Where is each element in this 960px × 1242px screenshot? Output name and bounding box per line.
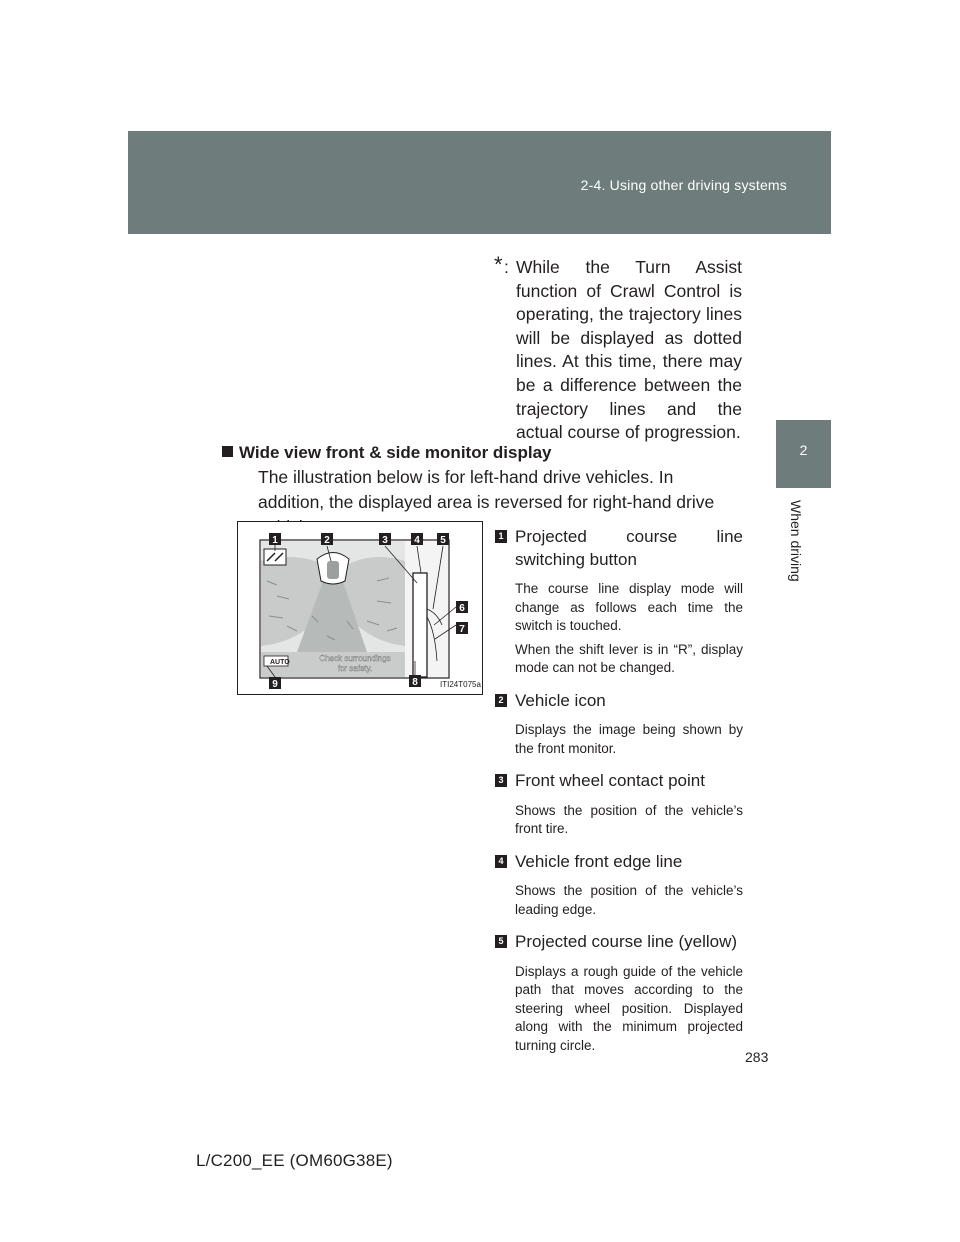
header-band: [128, 131, 831, 234]
section-heading: Wide view front & side monitor display: [239, 443, 552, 462]
chapter-tab: [776, 420, 831, 488]
callout-9: 9: [272, 679, 278, 690]
item-title: Vehicle icon: [515, 690, 606, 710]
item-description: [515, 963, 743, 1056]
item-title: Vehicle front edge line: [515, 851, 683, 871]
callout-8: 8: [412, 677, 418, 688]
item-paragraph: Shows the position of the vehicle’s leading edge.: [515, 883, 743, 917]
item-paragraph: Shows the position of the vehicle’s front tire.: [515, 802, 743, 836]
list-item: [495, 770, 743, 839]
list-item: [495, 526, 743, 678]
chapter-number: 2: [799, 442, 808, 458]
item-description: [515, 882, 743, 919]
item-number: 1: [495, 530, 507, 543]
vehicle-icon-car: [327, 561, 339, 579]
screen-message-line2: for safety.: [337, 664, 373, 673]
section-title: 2-4. Using other driving systems: [580, 177, 787, 193]
item-description: [515, 721, 743, 758]
document-code: L/C200_EE (OM60G38E): [196, 1151, 393, 1170]
list-item: [495, 851, 743, 920]
item-number: 5: [495, 935, 507, 948]
course-line-switch-button: [264, 549, 286, 565]
callout-2: 2: [324, 535, 330, 546]
item-paragraph: When the shift lever is in “R”, display mode can not be changed.: [515, 641, 743, 675]
item-title: Front wheel contact point: [515, 771, 705, 790]
chapter-label-wrap: [786, 500, 806, 620]
item-description: [515, 580, 743, 678]
callout-4: 4: [414, 535, 420, 546]
list-item: [495, 690, 743, 759]
item-paragraph: Displays a rough guide of the vehicle path that moves according to the steering wheel position. Displayed along with the minimum projected turning circle.: [515, 963, 743, 1053]
item-title: Projected course line (yellow): [515, 932, 738, 951]
callout-3: 3: [382, 535, 388, 546]
item-title: Projected course line switching button: [515, 527, 743, 569]
item-description: [515, 802, 743, 839]
footnote-colon: :: [504, 257, 509, 277]
callout-1: 1: [272, 535, 278, 546]
section-bullet-icon: [222, 446, 233, 457]
chapter-label: When driving: [788, 500, 804, 582]
item-paragraph: The course line display mode will change as follows each time the switch is touched.: [515, 581, 743, 633]
image-code: ITI24T075a: [440, 680, 481, 689]
callout-7: 7: [459, 624, 465, 635]
callout-5: 5: [440, 535, 446, 546]
callout-descriptions: [495, 526, 743, 1067]
page-number: 283: [745, 1049, 769, 1065]
footnote-marker: *: [494, 252, 503, 277]
item-paragraph: Displays the image being shown by the front monitor.: [515, 722, 743, 756]
item-number: 3: [495, 774, 507, 787]
list-item: [495, 931, 743, 1055]
footnote: [494, 252, 742, 445]
item-number: 2: [495, 694, 507, 707]
monitor-illustration: [237, 521, 483, 695]
auto-button-label: AUTO: [270, 659, 290, 666]
item-number: 4: [495, 855, 507, 868]
footnote-text: While the Turn Assist function of Crawl Control is operating, the trajectory lines will be displayed as dotted lines. At this time, there may be a difference between the trajectory lines and the actual course of progression.: [516, 257, 742, 443]
callout-6: 6: [459, 603, 465, 614]
section-intro: The illustration below is for left-hand drive vehicles. In addition, the displayed area is reversed for right-hand drive: [258, 467, 715, 512]
screen-message-line1: Check surroundings: [319, 654, 391, 663]
